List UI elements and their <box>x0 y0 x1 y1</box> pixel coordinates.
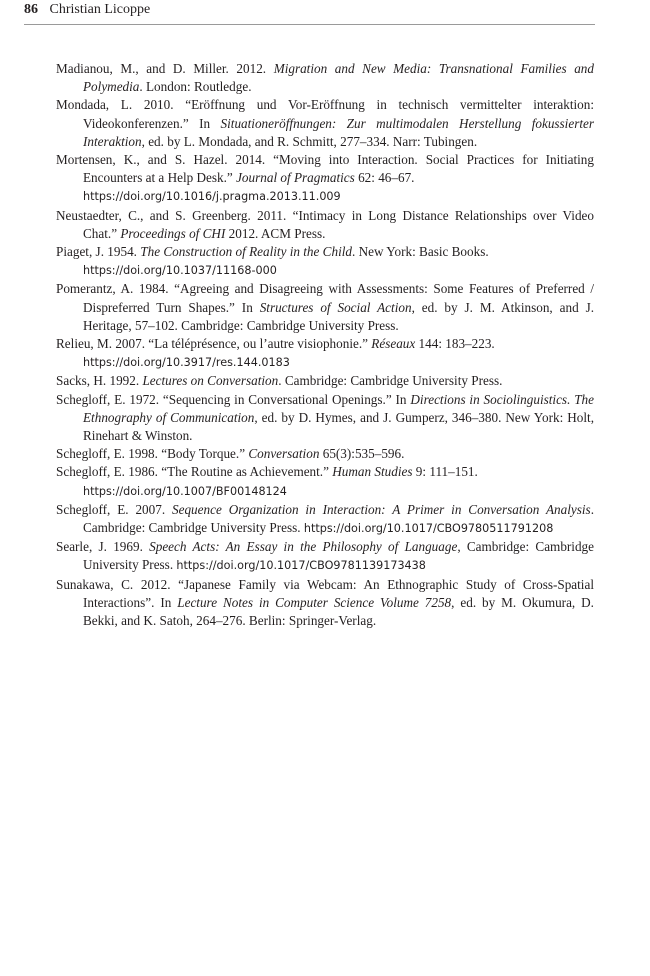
reference-text: 62: 46–67. <box>354 170 415 186</box>
reference-entry <box>56 207 594 243</box>
reference-text: 65(3):535–596. <box>319 446 405 462</box>
reference-title: Lectures on Conversation <box>142 373 279 389</box>
doi-link[interactable]: https://doi.org/10.1016/j.pragma.2013.11.009 <box>83 190 341 204</box>
reference-entry <box>56 576 594 631</box>
reference-text: 144: 183–223. <box>415 336 495 352</box>
reference-text: Sacks, H. 1992. <box>56 373 143 389</box>
running-header <box>24 0 595 25</box>
reference-title: The Construction of Reality in the Child <box>140 244 352 260</box>
page-number: 86 <box>24 2 38 17</box>
reference-entry <box>56 151 594 207</box>
reference-text: , Cambridge: Cambridge University Press. <box>83 539 595 573</box>
reference-title: Migration and New Media: Transnational Families and Polymedia <box>83 61 594 95</box>
reference-entry <box>56 463 594 500</box>
reference-text: Pomerantz, A. 1984. “Agreeing and Disagreeing with Assessments: Some Features of Preferred / Dispreferred Turn Shapes.” In <box>56 281 594 315</box>
reference-entry <box>56 391 594 446</box>
reference-text: . Cambridge: Cambridge University Press. <box>83 501 594 536</box>
reference-entry <box>56 372 594 390</box>
doi-link[interactable]: https://doi.org/10.1017/CBO9781139173438 <box>176 559 426 573</box>
doi-link[interactable]: https://doi.org/10.1017/CBO9780511791208 <box>303 522 554 536</box>
reference-text: , ed. by L. Mondada, and R. Schmitt, 277–334. Narr: Tubingen. <box>141 133 478 149</box>
reference-text: , ed. by M. Okumura, D. Bekki, and K. Satoh, 264–276. Berlin: Springer-Verlag. <box>83 594 594 629</box>
reference-text: 2012. ACM Press. <box>225 225 326 241</box>
reference-title: Conversation <box>248 446 320 462</box>
reference-title: Sequence Organization in Interaction: A Primer in Conversation Analysis <box>172 501 591 517</box>
reference-text: . New York: Basic Books. <box>352 244 489 260</box>
reference-entry <box>56 445 594 463</box>
reference-title: Structures of Social Action <box>259 299 412 315</box>
reference-entry <box>56 243 594 280</box>
reference-text: Madianou, M., and D. Miller. 2012. <box>56 61 274 76</box>
doi-link[interactable]: https://doi.org/10.3917/res.144.0183 <box>83 356 290 370</box>
reference-title: Speech Acts: An Essay in the Philosophy of Language <box>149 539 458 555</box>
reference-entry <box>56 96 594 151</box>
reference-text: Sunakawa, C. 2012. “Japanese Family via Webcam: An Ethnographic Study of Cross-Spatial Interactions”. In <box>56 576 594 610</box>
reference-text: Piaget, J. 1954. <box>56 244 141 260</box>
running-head: Christian Licoppe <box>49 2 151 17</box>
reference-list <box>56 60 594 630</box>
reference-title: Proceedings of CHI <box>120 225 226 241</box>
reference-text: Schegloff, E. 1986. “The Routine as Achievement.” <box>56 464 333 480</box>
doi-link[interactable]: https://doi.org/10.1037/11168-000 <box>83 264 277 278</box>
reference-entry <box>56 60 594 96</box>
reference-title: Réseaux <box>371 336 416 352</box>
reference-text: Mortensen, K., and S. Hazel. 2014. “Moving into Interaction. Social Practices for Initiating Encounters at a Help Desk.” <box>56 152 594 186</box>
reference-title: Lecture Notes in Computer Science Volume 7258 <box>177 594 452 610</box>
reference-text: Searle, J. 1969. <box>56 539 150 555</box>
reference-text: Schegloff, E. 1972. “Sequencing in Conversational Openings.” In <box>56 391 411 407</box>
reference-title: Situationeröffnungen: Zur multimodalen Herstellung fokussierter Interaktion <box>83 115 594 149</box>
reference-text: , ed. by J. M. Atkinson, and J. Heritage, 57–102. Cambridge: Cambridge University Press. <box>83 299 594 333</box>
reference-text: . Cambridge: Cambridge University Press. <box>278 373 503 389</box>
doi-link[interactable]: https://doi.org/10.1007/BF00148124 <box>83 484 287 498</box>
reference-title: Directions in Sociolinguistics. The Ethnography of Communication <box>83 391 595 425</box>
reference-text: 9: 111–151. <box>412 464 478 480</box>
reference-entry <box>56 280 594 335</box>
reference-text: Relieu, M. 2007. “La téléprésence, ou l’autre visiophonie.” <box>56 336 372 352</box>
reference-entry <box>56 538 594 575</box>
reference-text: . London: Routledge. <box>139 79 252 95</box>
reference-title: Human Studies <box>332 464 413 480</box>
reference-text: Mondada, L. 2010. “Eröffnung und Vor-Eröffnung in technisch vermittelter interaktion: Videokonferenzen.” In <box>56 97 594 131</box>
reference-text: Schegloff, E. 2007. <box>56 501 173 517</box>
reference-text: Neustaedter, C., and S. Greenberg. 2011. “Intimacy in Long Distance Relationships over Video Chat.” <box>56 207 594 241</box>
reference-text: Schegloff, E. 1998. “Body Torque.” <box>56 446 249 462</box>
reference-title: Journal of Pragmatics <box>236 170 355 186</box>
reference-text: , ed. by D. Hymes, and J. Gumperz, 346–380. New York: Holt, Rinehart & Winston. <box>83 409 594 444</box>
reference-entry <box>56 501 594 538</box>
reference-entry <box>56 335 594 372</box>
